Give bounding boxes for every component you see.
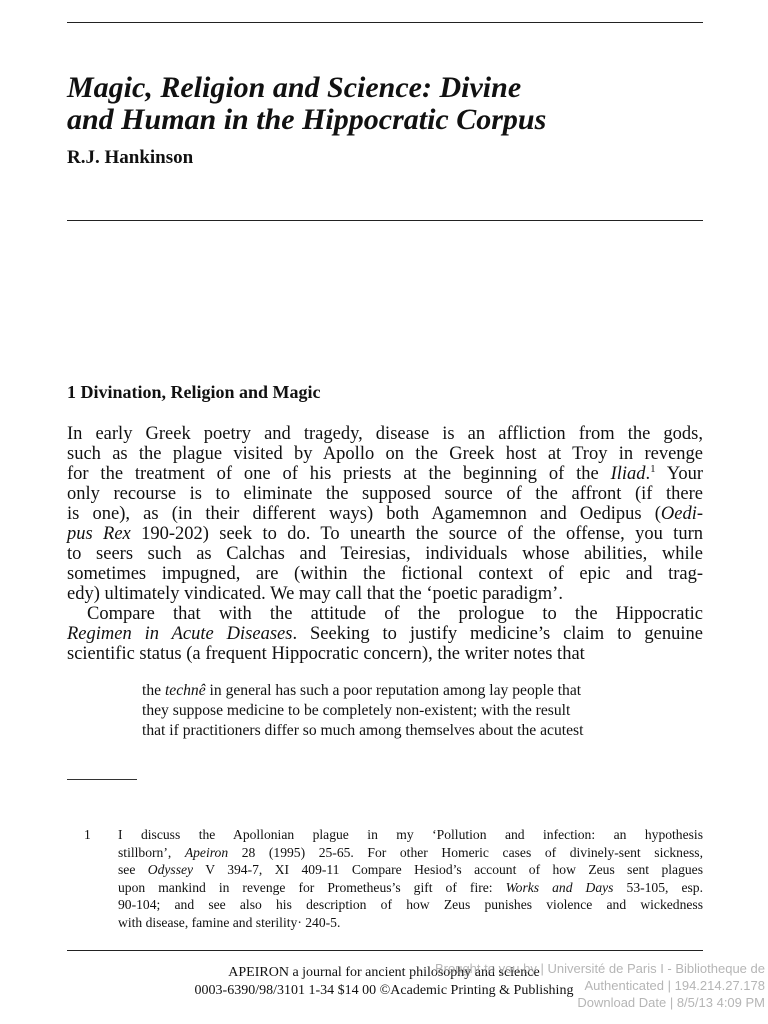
author-name: R.J. Hankinson <box>67 147 194 168</box>
footnote-line: I discuss the Apollonian plague in my ‘Pollution and infection: an hypothesis <box>118 827 703 842</box>
p1-line: pus Rex 190-202) seek to do. To unearth the source of the offense, you turn <box>67 524 703 544</box>
quote-line: the technê in general has such a poor reputation among lay people that <box>142 682 582 699</box>
p1-line: for the treatment of one of his priests at the beginning of the Iliad.$^1$ Your <box>67 462 703 484</box>
title-line-2: and Human in the Hippocratic Corpus <box>67 103 547 136</box>
footer-rule <box>67 950 703 951</box>
watermark-line: Download Date | 8/5/13 4:09 PM <box>577 995 765 1010</box>
block-quote <box>142 681 703 741</box>
p2-line: scientific status (a frequent Hippocratic concern), the writer notes that <box>67 644 585 664</box>
p2-line: Regimen in Acute Diseases. Seeking to justify medicine’s claim to genuine <box>67 624 703 644</box>
p1-line: edy) ultimately vindicated. We may call that the ‘poetic paradigm’. <box>67 584 563 604</box>
article-title <box>67 72 717 136</box>
section-heading: 1 Divination, Religion and Magic <box>67 382 321 402</box>
p2-line: Compare that with the attitude of the prologue to the Hippocratic <box>87 604 703 624</box>
p1-line: only recourse is to eliminate the supposed source of the affront (if there <box>67 484 703 504</box>
paragraph-2 <box>67 604 703 664</box>
p1-line: is one), as (in their different ways) both Agamemnon and Oedipus (Oedi- <box>67 504 703 524</box>
footnote-line: with disease, famine and sterility· 240-5. <box>118 914 341 930</box>
publication-info: 0003-6390/98/3101 1-34 $14 00 ©Academic Printing & Publishing <box>194 983 574 998</box>
footnote-line: stillborn’, Apeiron 28 (1995) 25-65. For other Homeric cases of divinely-sent sickness, <box>118 844 703 860</box>
access-watermark <box>420 960 765 1011</box>
footnote-number: 1 <box>84 827 91 842</box>
footnote-line: 90-104; and see also his description of how Zeus punishes violence and wickedness <box>118 897 703 913</box>
p1-line: to seers such as Calchas and Teiresias, individuals whose abilities, while <box>67 544 703 564</box>
paragraph-1 <box>67 424 703 604</box>
watermark-line: Authenticated | 194.214.27.178 <box>584 978 765 993</box>
p1-line: such as the plague visited by Apollo on the Greek host at Troy in revenge <box>67 444 703 464</box>
quote-line: they suppose medicine to be completely non-existent; with the result <box>142 702 571 719</box>
top-rule <box>67 22 703 23</box>
footnote-1 <box>86 826 703 932</box>
journal-name: APEIRON a journal for ancient philosophy and science <box>228 965 540 980</box>
title-line-1: Magic, Religion and Science: Divine <box>67 71 522 104</box>
header-rule <box>67 220 703 221</box>
quote-line: that if practitioners differ so much among themselves about the acutest <box>142 722 584 739</box>
p1-line: In early Greek poetry and tragedy, disease is an affliction from the gods, <box>67 424 703 444</box>
footnote-line: upon mankind in revenge for Prometheus’s gift of fire: Works and Days 53-105, esp. <box>118 879 703 895</box>
footnote-rule <box>67 779 137 780</box>
footnote-ref: 1 <box>650 462 656 475</box>
footnote-line: see Odyssey V 394-7, XI 409-11 Compare Hesiod’s account of how Zeus sent plagues <box>118 862 703 878</box>
watermark-line: Brought to you by | Université de Paris I - Bibliotheque de <box>434 961 765 976</box>
p1-line: sometimes impugned, are (within the fictional context of epic and trag- <box>67 564 703 584</box>
